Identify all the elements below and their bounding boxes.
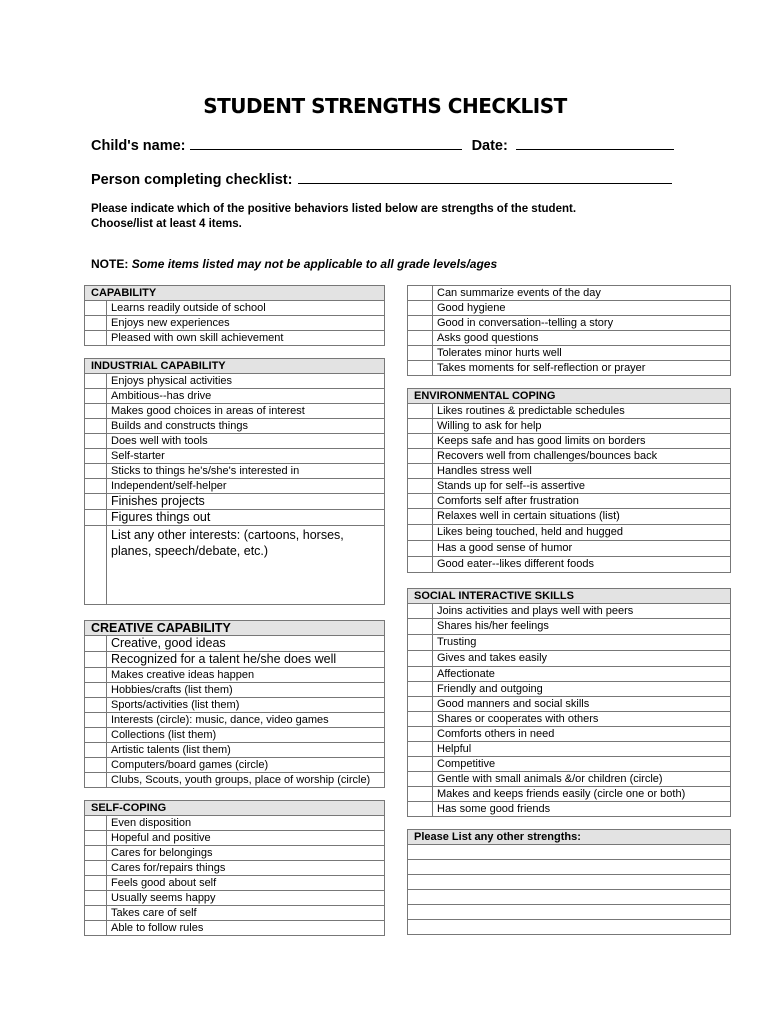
date-label: Date: xyxy=(471,138,508,154)
checklist-row xyxy=(85,728,385,743)
other-interests-item[interactable]: List any other interests: (cartoons, horses, planes, speech/debate, etc.) xyxy=(107,526,385,605)
checklist-row xyxy=(408,742,731,757)
checklist-row xyxy=(85,449,385,464)
checkbox[interactable] xyxy=(408,301,433,316)
checklist-row xyxy=(85,831,385,846)
checkbox[interactable] xyxy=(85,434,107,449)
checklist-row xyxy=(85,906,385,921)
checklist-row xyxy=(85,419,385,434)
checklist-row xyxy=(408,346,731,361)
checklist-row xyxy=(85,668,385,683)
other-strengths-line[interactable] xyxy=(408,860,731,875)
checklist-row xyxy=(408,787,731,802)
checklist-row xyxy=(408,635,731,651)
checkbox[interactable] xyxy=(85,906,107,921)
checklist-row xyxy=(408,651,731,667)
checklist-row xyxy=(85,846,385,861)
checklist-item: Recognized for a talent he/she does well xyxy=(107,652,385,668)
other-strengths-line[interactable] xyxy=(408,890,731,905)
checklist-item: Keeps safe and has good limits on borders xyxy=(433,434,731,449)
person-completing-field xyxy=(91,170,672,188)
checklist-row xyxy=(85,331,385,346)
checklist-row xyxy=(85,494,385,510)
checklist-row xyxy=(408,682,731,697)
checkbox[interactable] xyxy=(408,479,433,494)
checklist-item: Does well with tools xyxy=(107,434,385,449)
checkbox[interactable] xyxy=(85,331,107,346)
checklist-item: Good eater--likes different foods xyxy=(433,557,731,573)
checkbox[interactable] xyxy=(408,286,433,301)
checklist-item: Cares for/repairs things xyxy=(107,861,385,876)
environmental-coping-table xyxy=(407,388,731,573)
checklist-row xyxy=(408,667,731,682)
checklist-item: Hobbies/crafts (list them) xyxy=(107,683,385,698)
checklist-item: Clubs, Scouts, youth groups, place of worship (circle) xyxy=(107,773,385,788)
child-name-field xyxy=(91,136,674,154)
checklist-item: Has a good sense of humor xyxy=(433,541,731,557)
checklist-item: Trusting xyxy=(433,635,731,651)
checkbox[interactable] xyxy=(408,727,433,742)
checklist-item: Good hygiene xyxy=(433,301,731,316)
section-header: INDUSTRIAL CAPABILITY xyxy=(85,359,385,374)
checkbox[interactable] xyxy=(85,758,107,773)
child-name-label: Child's name: xyxy=(91,138,186,154)
checklist-item: Can summarize events of the day xyxy=(433,286,731,301)
checklist-row xyxy=(85,743,385,758)
checkbox[interactable] xyxy=(408,509,433,525)
checklist-row xyxy=(85,698,385,713)
checklist-item: Makes good choices in areas of interest xyxy=(107,404,385,419)
checkbox[interactable] xyxy=(85,404,107,419)
checkbox[interactable] xyxy=(408,557,433,573)
checkbox[interactable] xyxy=(85,464,107,479)
checklist-item: Self-starter xyxy=(107,449,385,464)
checklist-item: Interests (circle): music, dance, video games xyxy=(107,713,385,728)
checkbox[interactable] xyxy=(408,651,433,667)
checklist-row xyxy=(85,434,385,449)
other-strengths-line[interactable] xyxy=(408,875,731,890)
checklist-item: Stands up for self--is assertive xyxy=(433,479,731,494)
checklist-item: Willing to ask for help xyxy=(433,419,731,434)
child-name-input[interactable] xyxy=(190,136,462,150)
checklist-row xyxy=(408,712,731,727)
checklist-item: Even disposition xyxy=(107,816,385,831)
checklist-row xyxy=(85,683,385,698)
checklist-item: Builds and constructs things xyxy=(107,419,385,434)
checklist-item: Comforts self after frustration xyxy=(433,494,731,509)
checkbox[interactable] xyxy=(85,374,107,389)
date-input[interactable] xyxy=(516,136,674,150)
industrial-capability-table xyxy=(84,358,385,605)
checklist-item: Enjoys physical activities xyxy=(107,374,385,389)
checklist-item: Finishes projects xyxy=(107,494,385,510)
checkbox[interactable] xyxy=(408,635,433,651)
checklist-item: Collections (list them) xyxy=(107,728,385,743)
checkbox[interactable] xyxy=(408,434,433,449)
checkbox[interactable] xyxy=(85,449,107,464)
checklist-row xyxy=(85,861,385,876)
checklist-item: Recovers well from challenges/bounces back xyxy=(433,449,731,464)
checklist-row xyxy=(408,286,731,301)
checklist-item: Shares his/her feelings xyxy=(433,619,731,635)
capability-table xyxy=(84,285,385,346)
instructions-line-1: Please indicate which of the positive behaviors listed below are strengths of the student. xyxy=(91,203,577,215)
checkbox[interactable] xyxy=(85,479,107,494)
checkbox[interactable] xyxy=(408,449,433,464)
checkbox[interactable] xyxy=(85,316,107,331)
checklist-item: Makes creative ideas happen xyxy=(107,668,385,683)
checklist-item: Takes moments for self-reflection or prayer xyxy=(433,361,731,376)
section-header: SELF-COPING xyxy=(85,801,385,816)
creative-capability-table xyxy=(84,620,385,788)
checklist-row xyxy=(85,526,385,605)
checklist-row xyxy=(408,557,731,573)
checkbox[interactable] xyxy=(85,494,107,510)
checklist-item: Affectionate xyxy=(433,667,731,682)
checklist-item: Handles stress well xyxy=(433,464,731,479)
checkbox[interactable] xyxy=(85,526,107,605)
checklist-row xyxy=(85,636,385,652)
checklist-item: Comforts others in need xyxy=(433,727,731,742)
checklist-row xyxy=(408,419,731,434)
checklist-row xyxy=(85,404,385,419)
instructions xyxy=(91,202,576,232)
checklist-item: Asks good questions xyxy=(433,331,731,346)
checkbox[interactable] xyxy=(85,728,107,743)
checkbox[interactable] xyxy=(408,346,433,361)
checklist-row xyxy=(85,921,385,936)
checklist-item: Helpful xyxy=(433,742,731,757)
checklist-item: Tolerates minor hurts well xyxy=(433,346,731,361)
checklist-item: Good in conversation--telling a story xyxy=(433,316,731,331)
checklist-item: Able to follow rules xyxy=(107,921,385,936)
checkbox[interactable] xyxy=(408,802,433,817)
checklist-item: Sports/activities (list them) xyxy=(107,698,385,713)
checkbox[interactable] xyxy=(85,510,107,526)
checklist-item: Relaxes well in certain situations (list) xyxy=(433,509,731,525)
person-completing-label: Person completing checklist: xyxy=(91,172,293,188)
instructions-line-2: Choose/list at least 4 items. xyxy=(91,218,242,230)
checklist-item: Makes and keeps friends easily (circle one or both) xyxy=(433,787,731,802)
checkbox[interactable] xyxy=(85,891,107,906)
checklist-row xyxy=(408,525,731,541)
checkbox[interactable] xyxy=(408,757,433,772)
other-strengths-line[interactable] xyxy=(408,920,731,935)
checkbox[interactable] xyxy=(85,743,107,758)
checklist-item: Competitive xyxy=(433,757,731,772)
checklist-row xyxy=(85,816,385,831)
section-header: SOCIAL INTERACTIVE SKILLS xyxy=(408,589,731,604)
section-header: ENVIRONMENTAL COPING xyxy=(408,389,731,404)
self-coping-table xyxy=(84,800,385,936)
checkbox[interactable] xyxy=(85,846,107,861)
checklist-row xyxy=(85,316,385,331)
checkbox[interactable] xyxy=(408,604,433,619)
checklist-row xyxy=(408,464,731,479)
checklist-row xyxy=(85,652,385,668)
checkbox[interactable] xyxy=(408,667,433,682)
checklist-row xyxy=(85,876,385,891)
checkbox[interactable] xyxy=(85,713,107,728)
checkbox[interactable] xyxy=(85,816,107,831)
checklist-row xyxy=(408,619,731,635)
checkbox[interactable] xyxy=(408,361,433,376)
checkbox[interactable] xyxy=(85,301,107,316)
checklist-row xyxy=(408,727,731,742)
checklist-row xyxy=(408,301,731,316)
checklist-item: Good manners and social skills xyxy=(433,697,731,712)
checklist-item: Shares or cooperates with others xyxy=(433,712,731,727)
checklist-row xyxy=(85,389,385,404)
section-header: Please List any other strengths: xyxy=(408,830,731,845)
checkbox[interactable] xyxy=(85,876,107,891)
checklist-row xyxy=(408,697,731,712)
checkbox[interactable] xyxy=(408,494,433,509)
checkbox[interactable] xyxy=(85,636,107,652)
checklist-row xyxy=(85,479,385,494)
checklist-item: Likes routines & predictable schedules xyxy=(433,404,731,419)
checklist-item: Independent/self-helper xyxy=(107,479,385,494)
checkbox[interactable] xyxy=(408,742,433,757)
checklist-item: Usually seems happy xyxy=(107,891,385,906)
checklist-row xyxy=(85,713,385,728)
checkbox[interactable] xyxy=(408,682,433,697)
note-text: Some items listed may not be applicable to all grade levels/ages xyxy=(131,257,498,271)
checkbox[interactable] xyxy=(408,404,433,419)
checklist-item: Gentle with small animals &/or children (circle) xyxy=(433,772,731,787)
checkbox[interactable] xyxy=(408,525,433,541)
checklist-item: Gives and takes easily xyxy=(433,651,731,667)
other-strengths-table xyxy=(407,829,731,935)
checklist-item: Enjoys new experiences xyxy=(107,316,385,331)
checklist-row xyxy=(85,510,385,526)
other-strengths-line[interactable] xyxy=(408,905,731,920)
checklist-row xyxy=(408,509,731,525)
checkbox[interactable] xyxy=(408,331,433,346)
note xyxy=(91,257,497,271)
checkbox[interactable] xyxy=(408,697,433,712)
section-header: CREATIVE CAPABILITY xyxy=(85,621,385,636)
checklist-item: Creative, good ideas xyxy=(107,636,385,652)
checkbox[interactable] xyxy=(408,419,433,434)
checkbox[interactable] xyxy=(85,419,107,434)
checkbox[interactable] xyxy=(85,683,107,698)
checkbox[interactable] xyxy=(85,773,107,788)
checkbox[interactable] xyxy=(85,698,107,713)
checklist-item: Hopeful and positive xyxy=(107,831,385,846)
checklist-item: Computers/board games (circle) xyxy=(107,758,385,773)
checkbox[interactable] xyxy=(85,861,107,876)
checkbox[interactable] xyxy=(408,787,433,802)
checkbox[interactable] xyxy=(408,464,433,479)
checklist-row xyxy=(85,374,385,389)
checklist-row xyxy=(85,464,385,479)
checklist-item: Likes being touched, held and hugged xyxy=(433,525,731,541)
checklist-item: Pleased with own skill achievement xyxy=(107,331,385,346)
checklist-row xyxy=(408,772,731,787)
social-interactive-skills-table xyxy=(407,588,731,817)
checkbox[interactable] xyxy=(408,772,433,787)
checkbox[interactable] xyxy=(85,652,107,668)
section-header: CAPABILITY xyxy=(85,286,385,301)
note-label: NOTE: xyxy=(91,257,129,271)
other-strengths-line[interactable] xyxy=(408,845,731,860)
checklist-item: Has some good friends xyxy=(433,802,731,817)
checklist-item: Friendly and outgoing xyxy=(433,682,731,697)
checkbox[interactable] xyxy=(85,389,107,404)
checklist-item: Cares for belongings xyxy=(107,846,385,861)
checklist-row xyxy=(85,891,385,906)
checkbox[interactable] xyxy=(85,668,107,683)
page-title: STUDENT STRENGTHS CHECKLIST xyxy=(203,94,567,118)
checklist-row xyxy=(408,757,731,772)
checklist-item: Artistic talents (list them) xyxy=(107,743,385,758)
checklist-row xyxy=(408,494,731,509)
checklist-row xyxy=(408,331,731,346)
checklist-row xyxy=(408,802,731,817)
checklist-row xyxy=(408,404,731,419)
checklist-row xyxy=(408,479,731,494)
checklist-item: Figures things out xyxy=(107,510,385,526)
checkbox[interactable] xyxy=(408,619,433,635)
checklist-row xyxy=(85,773,385,788)
checklist-row xyxy=(408,434,731,449)
checklist-row xyxy=(85,301,385,316)
checkbox[interactable] xyxy=(85,921,107,936)
checklist-item: Joins activities and plays well with peers xyxy=(433,604,731,619)
checklist-item: Sticks to things he's/she's interested in xyxy=(107,464,385,479)
person-completing-input[interactable] xyxy=(298,170,672,184)
communication-table xyxy=(407,285,731,376)
checkbox[interactable] xyxy=(85,831,107,846)
checkbox[interactable] xyxy=(408,541,433,557)
checklist-row xyxy=(408,604,731,619)
checklist-row xyxy=(408,541,731,557)
checklist-row xyxy=(408,361,731,376)
checklist-row xyxy=(408,449,731,464)
checklist-item: Feels good about self xyxy=(107,876,385,891)
checkbox[interactable] xyxy=(408,712,433,727)
checklist-item: Learns readily outside of school xyxy=(107,301,385,316)
checkbox[interactable] xyxy=(408,316,433,331)
checklist-item: Ambitious--has drive xyxy=(107,389,385,404)
checklist-row xyxy=(408,316,731,331)
checklist-item: Takes care of self xyxy=(107,906,385,921)
checklist-row xyxy=(85,758,385,773)
